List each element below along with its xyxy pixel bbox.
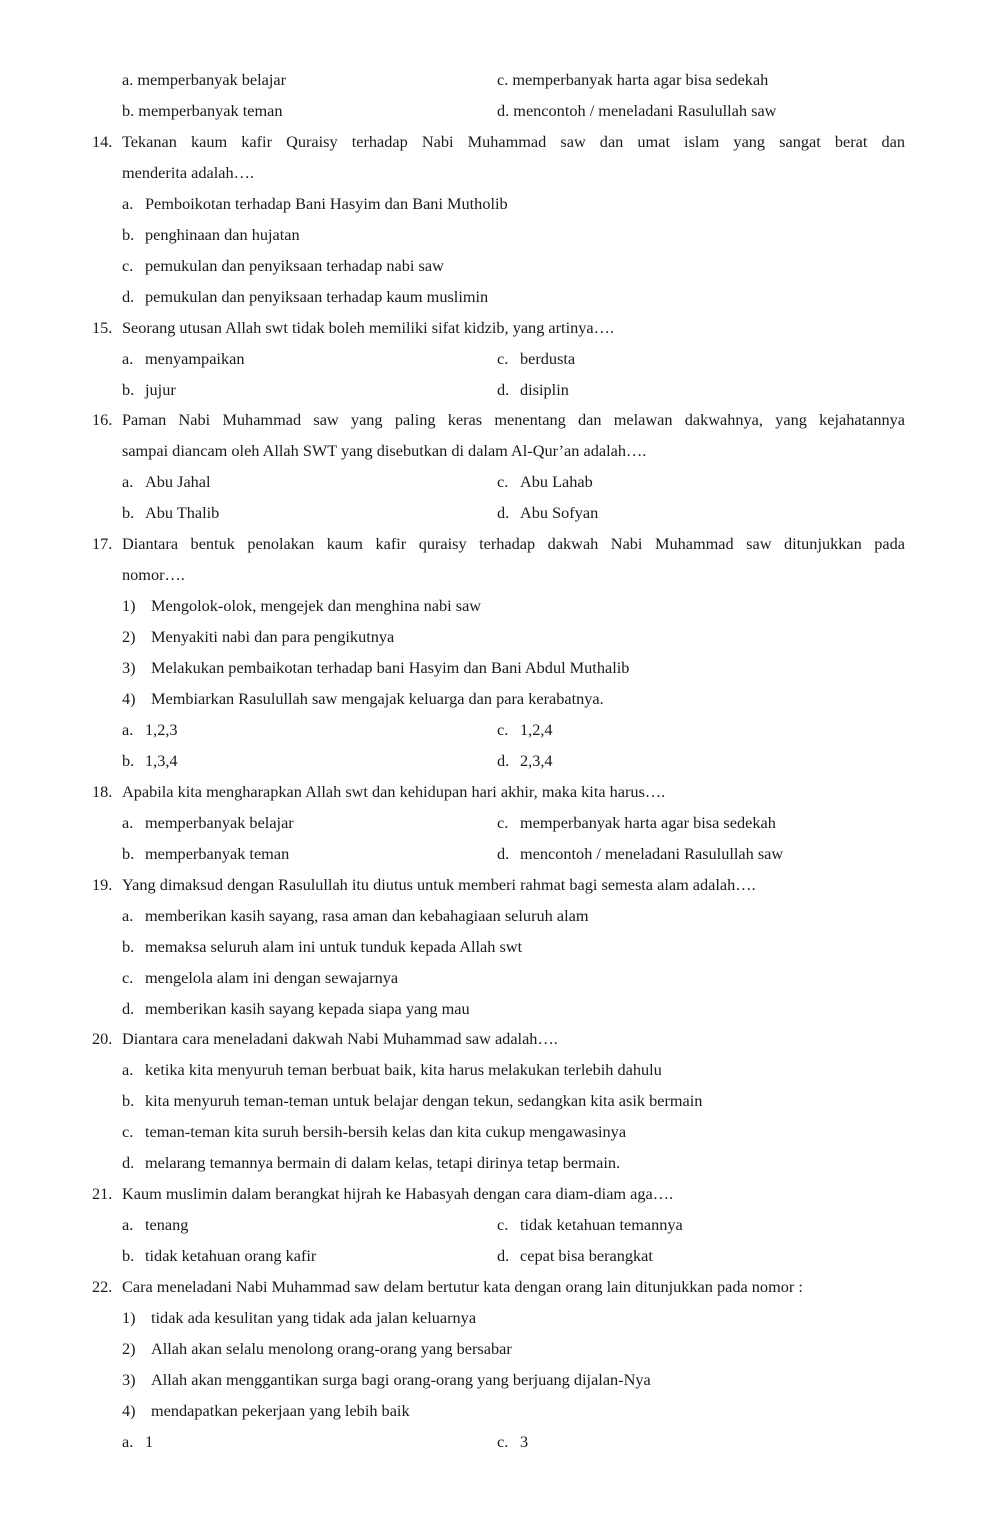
answer-option [122, 904, 589, 928]
answer-option [122, 1058, 662, 1082]
option-text: jujur [145, 380, 176, 399]
question-number: 22. [92, 1277, 113, 1296]
question-text: Seorang utusan Allah swt tidak boleh memiliki sifat kidzib, yang artinya…. [122, 318, 614, 337]
statement-item [122, 656, 629, 680]
option-text: berdusta [520, 349, 576, 368]
option-label: b. [122, 751, 135, 770]
answer-option [122, 470, 211, 494]
option-label: a. [122, 813, 134, 832]
question-text: Cara meneladani Nabi Muhammad saw delam bertutur kata dengan orang lain ditunjukkan pada nomor : [122, 1277, 803, 1296]
option-text: tidak ketahuan temannya [520, 1215, 683, 1234]
answer-option [122, 997, 470, 1021]
option-label: c. [122, 256, 134, 275]
question-text: Apabila kita mengharapkan Allah swt dan kehidupan hari akhir, maka kita harus…. [122, 782, 666, 801]
option-label: b. [122, 937, 135, 956]
option-text: Abu Thalib [145, 503, 220, 522]
option-label: a. [122, 472, 134, 491]
option-label: a. [122, 349, 134, 368]
statement-item [122, 687, 604, 711]
option-text: teman-teman kita suruh bersih-bersih kelas dan kita cukup mengawasinya [145, 1122, 627, 1141]
option-label: c. [497, 1215, 509, 1234]
answer-option [497, 1244, 653, 1268]
answer-option [497, 347, 575, 371]
answer-option [122, 1120, 626, 1144]
option-label: 3) [122, 658, 136, 677]
option-text: 1,3,4 [145, 751, 178, 770]
question-text: nomor…. [122, 565, 185, 584]
option-label: c. [497, 472, 509, 491]
question-text: Yang dimaksud dengan Rasulullah itu diutus untuk memberi rahmat bagi semesta alam adalah…. [122, 875, 756, 894]
statement-item [122, 594, 481, 618]
option-label: d. [122, 287, 135, 306]
option-label: 1) [122, 596, 136, 615]
answer-option [122, 749, 178, 773]
question-number: 21. [92, 1184, 113, 1203]
answer-option [497, 378, 569, 402]
answer-option [122, 966, 398, 990]
option-text: disiplin [520, 380, 569, 399]
option-text: Abu Jahal [145, 472, 211, 491]
option-label: 1) [122, 1308, 136, 1327]
option-label: d. [497, 844, 510, 863]
option-text: penghinaan dan hujatan [145, 225, 300, 244]
answer-option [497, 470, 593, 494]
option-text: menyampaikan [145, 349, 245, 368]
statement-item [122, 1306, 476, 1330]
option-text: Pemboikotan terhadap Bani Hasyim dan Bani Mutholib [145, 194, 508, 213]
option-label: 4) [122, 1401, 136, 1420]
answer-option [497, 1430, 528, 1454]
option-text: Allah akan menggantikan surga bagi orang-orang yang berjuang dijalan-Nya [151, 1370, 651, 1389]
option-label: 2) [122, 627, 136, 646]
statement-item [122, 1337, 512, 1361]
option-label: 3) [122, 1370, 136, 1389]
answer-option: a. memperbanyak belajar [122, 70, 287, 89]
option-label: a. [122, 1432, 134, 1451]
option-label: a. [122, 906, 134, 925]
answer-option [122, 1244, 316, 1268]
question-text: sampai diancam oleh Allah SWT yang disebutkan di dalam Al-Qur’an adalah…. [122, 441, 647, 460]
answer-option [497, 1213, 683, 1237]
answer-option [122, 1213, 188, 1237]
answer-option [122, 192, 508, 216]
option-label: b. [122, 1091, 135, 1110]
option-text: tenang [145, 1215, 189, 1234]
answer-option [122, 285, 488, 309]
option-text: Abu Sofyan [520, 503, 599, 522]
question-number: 19. [92, 875, 113, 894]
option-text: tidak ketahuan orang kafir [145, 1246, 317, 1265]
option-text: mencontoh / meneladani Rasulullah saw [520, 844, 784, 863]
option-text: mengelola alam ini dengan sewajarnya [145, 968, 399, 987]
option-label: c. [122, 968, 134, 987]
option-label: c. [497, 813, 509, 832]
option-label: d. [497, 380, 510, 399]
option-text: cepat bisa berangkat [520, 1246, 653, 1265]
option-text: ketika kita menyuruh teman berbuat baik, kita harus melakukan terlebih dahulu [145, 1060, 662, 1079]
option-label: b. [122, 380, 135, 399]
option-label: d. [497, 1246, 510, 1265]
option-text: kita menyuruh teman-teman untuk belajar dengan tekun, sedangkan kita asik bermain [145, 1091, 703, 1110]
option-text: memperbanyak belajar [145, 813, 294, 832]
answer-option [122, 811, 294, 835]
answer-option [122, 842, 289, 866]
option-label: d. [497, 503, 510, 522]
question-text: Paman Nabi Muhammad saw yang paling keras menentang dan melawan dakwahnya, yang kejahatannya [122, 410, 905, 429]
question-number: 18. [92, 782, 113, 801]
option-label: d. [497, 751, 510, 770]
question-number: 17. [92, 534, 113, 553]
option-label: b. [122, 1246, 135, 1265]
option-text: memperbanyak teman [145, 844, 290, 863]
answer-option: b. memperbanyak teman [122, 101, 283, 120]
option-label: d. [122, 1153, 135, 1172]
answer-option [497, 749, 553, 773]
answer-option [122, 501, 219, 525]
option-label: a. [122, 720, 134, 739]
option-label: a. [122, 1060, 134, 1079]
option-label: d. [122, 999, 135, 1018]
option-text: memperbanyak harta agar bisa sedekah [520, 813, 776, 832]
option-label: a. [122, 1215, 134, 1234]
answer-option [122, 378, 176, 402]
statement-item [122, 1399, 410, 1423]
option-label: c. [497, 349, 509, 368]
option-text: Allah akan selalu menolong orang-orang yang bersabar [151, 1339, 512, 1358]
answer-option [122, 1151, 620, 1175]
option-text: memberikan kasih sayang kepada siapa yang mau [145, 999, 470, 1018]
option-text: pemukulan dan penyiksaan terhadap nabi saw [145, 256, 444, 275]
statement-item [122, 625, 394, 649]
statement-item [122, 1368, 651, 1392]
option-text: 1,2,4 [520, 720, 553, 739]
answer-option: c. memperbanyak harta agar bisa sedekah [497, 70, 769, 89]
option-label: c. [122, 1122, 134, 1141]
question-number: 20. [92, 1029, 113, 1048]
question-text: Diantara bentuk penolakan kaum kafir quraisy terhadap dakwah Nabi Muhammad saw ditunjukkan pada [122, 534, 905, 553]
answer-option [122, 1089, 702, 1113]
answer-option [497, 811, 776, 835]
answer-option: d. mencontoh / meneladani Rasulullah saw [497, 101, 777, 120]
option-text: memaksa seluruh alam ini untuk tunduk kepada Allah swt [145, 937, 523, 956]
option-text: Menyakiti nabi dan para pengikutnya [151, 627, 395, 646]
option-label: c. [497, 720, 509, 739]
answer-option [497, 718, 553, 742]
question-number: 16. [92, 410, 113, 429]
option-text: pemukulan dan penyiksaan terhadap kaum muslimin [145, 287, 489, 306]
answer-option [497, 842, 783, 866]
option-text: memberikan kasih sayang, rasa aman dan kebahagiaan seluruh alam [145, 906, 589, 925]
answer-option [122, 935, 522, 959]
question-text: Kaum muslimin dalam berangkat hijrah ke Habasyah dengan cara diam-diam aga…. [122, 1184, 674, 1203]
question-text: Diantara cara meneladani dakwah Nabi Muhammad saw adalah…. [122, 1029, 558, 1048]
answer-option [122, 254, 444, 278]
option-text: 2,3,4 [520, 751, 553, 770]
option-text: melarang temannya bermain di dalam kelas, tetapi dirinya tetap bermain. [145, 1153, 621, 1172]
answer-option [122, 223, 300, 247]
question-text: Tekanan kaum kafir Quraisy terhadap Nabi Muhammad saw dan umat islam yang sangat berat dan [122, 132, 905, 151]
option-label: 4) [122, 689, 136, 708]
answer-option [122, 347, 244, 371]
option-label: a. [122, 194, 134, 213]
option-text: 3 [520, 1432, 529, 1451]
question-text: menderita adalah…. [122, 163, 254, 182]
option-label: c. [497, 1432, 509, 1451]
option-text: Abu Lahab [520, 472, 593, 491]
answer-option [122, 718, 178, 742]
question-number: 15. [92, 318, 113, 337]
option-text: Membiarkan Rasulullah saw mengajak keluarga dan para kerabatnya. [151, 689, 604, 708]
option-text: mendapatkan pekerjaan yang lebih baik [151, 1401, 410, 1420]
answer-option [122, 1430, 153, 1454]
option-label: b. [122, 844, 135, 863]
answer-option [497, 501, 598, 525]
option-label: b. [122, 225, 135, 244]
option-label: 2) [122, 1339, 136, 1358]
option-text: 1,2,3 [145, 720, 178, 739]
option-label: b. [122, 503, 135, 522]
question-number: 14. [92, 132, 113, 151]
option-text: Mengolok-olok, mengejek dan menghina nabi saw [151, 596, 482, 615]
option-text: Melakukan pembaikotan terhadap bani Hasyim dan Bani Abdul Muthalib [151, 658, 630, 677]
option-text: tidak ada kesulitan yang tidak ada jalan keluarnya [151, 1308, 477, 1327]
option-text: 1 [145, 1432, 154, 1451]
